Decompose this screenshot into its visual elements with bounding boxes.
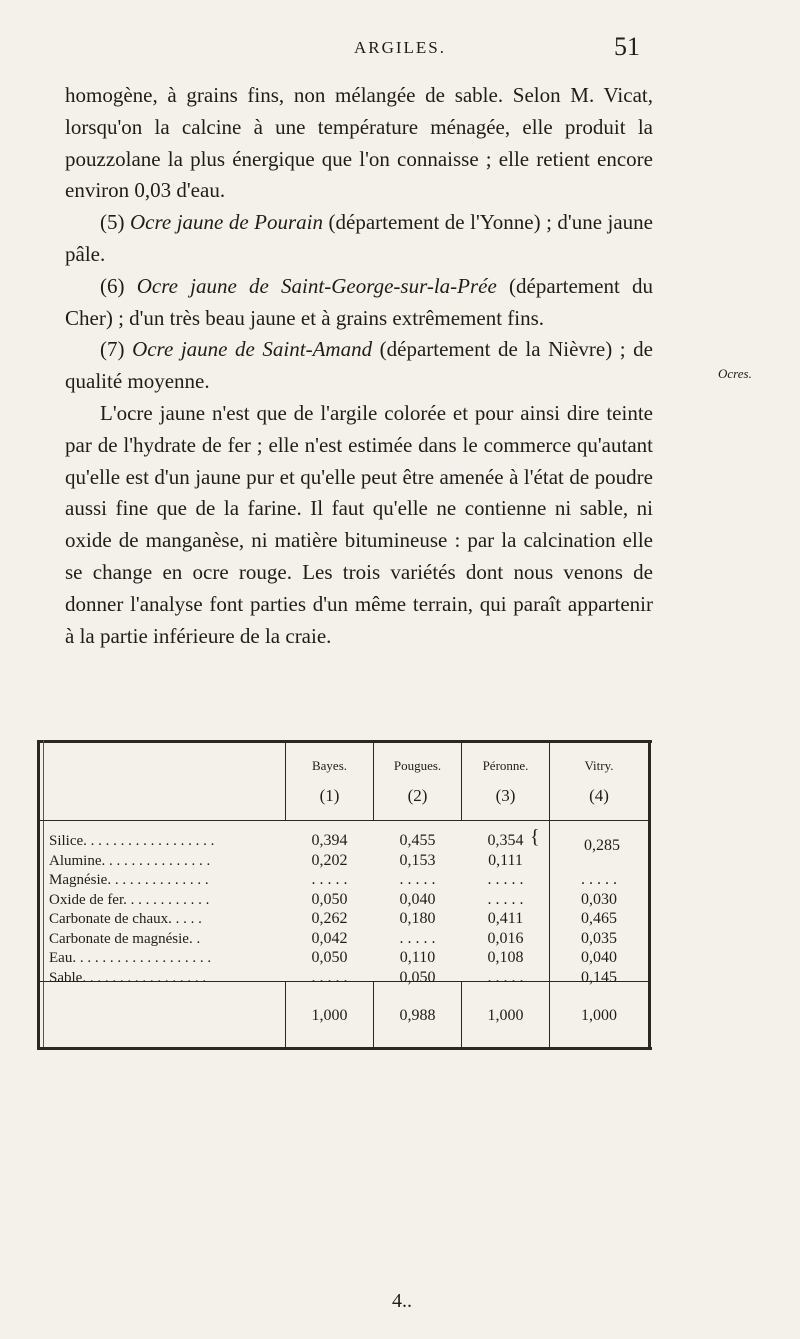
table-cell: 0,042 [311, 929, 348, 947]
table-cell: 0,030 [581, 890, 617, 908]
row-label: Sable. . . . . . . . . . . . . . . . . [49, 969, 207, 986]
table-cell: . . . . . [399, 871, 436, 888]
running-head: ARGILES. [353, 38, 447, 57]
table-cell: 0,202 [311, 851, 348, 869]
table-cell: . . . . . [311, 968, 348, 986]
table-cell: 0,050 [311, 949, 348, 966]
column-name: Péronne. [482, 758, 529, 773]
paragraph-2 [65, 207, 653, 271]
column-header [462, 758, 549, 806]
table-cell: 0,035 [581, 929, 617, 947]
column-name: Vitry. [584, 758, 614, 773]
row-label: Oxide de fer. . . . . . . . . . . . [49, 891, 210, 908]
item-text: (département de la Nièvre) ; de qualité moyenne. [65, 337, 653, 394]
column-name: Bayes. [311, 758, 348, 773]
brace: { [530, 826, 540, 848]
item-title: Ocre jaune de Saint-Amand [132, 337, 373, 362]
table-cell: . . . . . [487, 968, 524, 986]
table-border [43, 740, 44, 1050]
table-cell: . . . . . [399, 929, 436, 947]
item-title: Ocre jaune de Saint-George-sur-la-Prée [136, 273, 497, 298]
item-text: (département de l'Yonne) ; d'une jaune pâle. [65, 210, 654, 266]
table-cell: 0,153 [399, 851, 436, 869]
table-cell: 0,411 [487, 910, 524, 927]
table-border [37, 740, 652, 743]
body-text [65, 80, 653, 652]
paragraph-3 [65, 271, 653, 335]
table-cell: 0,040 [581, 949, 617, 966]
table-cell: . . . . . [487, 871, 524, 888]
column-number: (4) [589, 786, 609, 805]
table-cell: 0,108 [487, 949, 524, 966]
table-cell: 0,050 [399, 968, 436, 986]
paragraph-4 [65, 334, 653, 398]
table-cell: . . . . . [487, 890, 524, 908]
column-number: (3) [495, 786, 516, 805]
table-cell: 0,465 [581, 910, 617, 927]
item-text: (département du Cher) ; d'un très beau jaune et à grains extrêmement fins. [65, 273, 654, 330]
row-label: Carbonate de magnésie. . [49, 930, 201, 947]
table-cell: 0,110 [399, 949, 436, 966]
table-border [37, 1047, 652, 1050]
table-cell: 0,180 [399, 910, 436, 927]
item-number: (5) [100, 210, 125, 235]
signature-mark: 4.. [392, 1290, 412, 1312]
row-label: Eau. . . . . . . . . . . . . . . . . . . [49, 950, 212, 966]
paragraph-5: L'ocre jaune n'est que de l'argile colorée et pour ainsi dire teinte par de l'hydrate de fer ; elle n'est estimée dans le commerce qu'autant qu'elle est d'un jaune pur et qu'elle peut être amenée à l'état de poudre aussi fine que de la farine. Il faut qu'elle ne contienne ni sable, ni oxide de manganèse, ni matière bitumineuse : par la calcination elle se change en ocre rouge. Les trois variétés dont nous venons de donner l'analyse font parties d'un même terrain, qui paraît appartenir à la partie inférieure de la craie. [65, 400, 653, 648]
row-label: Alumine. . . . . . . . . . . . . . . [49, 852, 211, 869]
column-header [374, 758, 461, 806]
page-number: 51 [614, 32, 640, 61]
margin-note: Ocres. [718, 366, 752, 381]
table-cell: 0,145 [581, 968, 617, 986]
table-cell: 0,111 [488, 851, 523, 869]
row-label: Silice. . . . . . . . . . . . . . . . . . [49, 833, 215, 849]
header-rule [40, 820, 648, 821]
table-cell: 0,354 [487, 832, 524, 849]
column-header [286, 758, 373, 806]
column-number: (1) [319, 786, 340, 805]
column-number: (2) [407, 786, 428, 805]
table-cell: 0,016 [487, 929, 524, 947]
row-label: Carbonate de chaux. . . . . [49, 911, 202, 927]
table-border [648, 740, 651, 1050]
combined-value: 0,285 [584, 837, 620, 854]
total-cell: 1,000 [311, 1007, 348, 1024]
total-cell: 1,000 [487, 1007, 524, 1024]
column-name: Pougues. [393, 758, 442, 773]
item-number: (7) [100, 337, 125, 362]
paragraph-1: homogène, à grains fins, non mélangée de sable. Selon M. Vicat, lorsqu'on la calcine à une température ménagée, elle produit la pouzzolane la plus énergique que l'on connaisse ; elle retient encore environ 0,03 d'eau. [65, 83, 653, 203]
table-cell: . . . . . [311, 871, 348, 888]
analysis-table [37, 740, 652, 1050]
table-border [37, 740, 40, 1050]
table-cell: 0,050 [311, 890, 348, 908]
table-cell: 0,394 [311, 832, 348, 849]
table-cell: 0,262 [311, 910, 348, 927]
row-label: Magnésie. . . . . . . . . . . . . . [49, 872, 209, 888]
item-number: (6) [100, 273, 125, 298]
total-cell: 0,988 [399, 1007, 436, 1024]
column-header [550, 758, 648, 806]
total-cell: 1,000 [581, 1007, 617, 1024]
table-cell: 0,455 [399, 832, 436, 849]
table-cell: 0,040 [399, 890, 436, 908]
table-cell: . . . . . [581, 871, 617, 888]
item-title: Ocre jaune de Pourain [130, 210, 324, 235]
